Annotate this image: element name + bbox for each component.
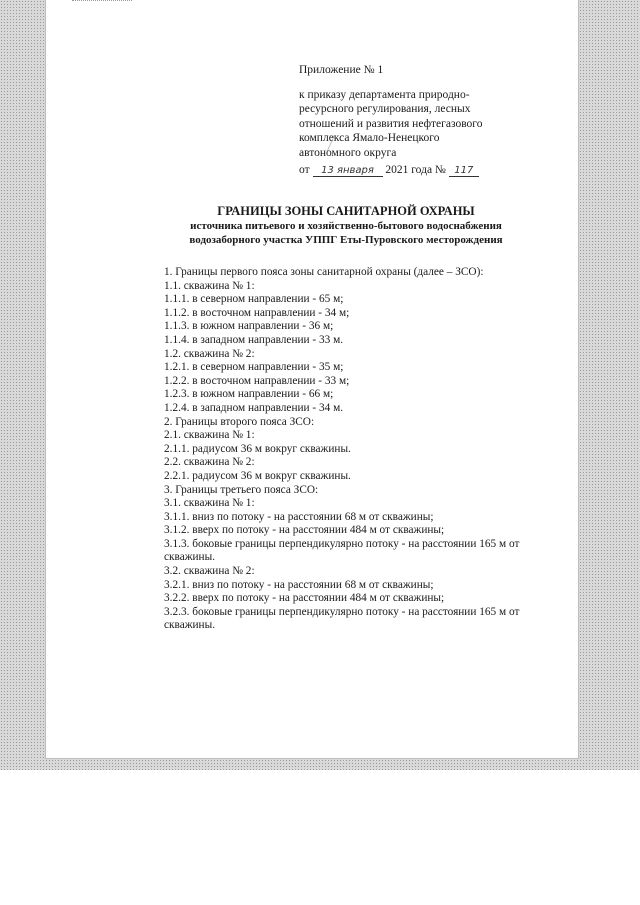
- body-line: 1.1.1. в северном направлении - 65 м;: [164, 293, 344, 306]
- body-line: 3.1.1. вниз по потоку - на расстоянии 68 м от скважины;: [164, 510, 434, 523]
- body-line: 2.1. скважина № 1:: [164, 429, 255, 442]
- document-body: [164, 266, 554, 633]
- order-line: автономного округа: [299, 146, 397, 159]
- order-date-row: [299, 163, 549, 178]
- body-line: 3.2.1. вниз по потоку - на расстоянии 68 м от скважины;: [164, 578, 434, 591]
- order-line: комплекса Ямало-Ненецкого: [299, 132, 440, 144]
- body-line: 1.1.3. в южном направлении - 36 м;: [164, 320, 334, 333]
- body-line: 3. Границы третьего пояса ЗСО:: [164, 483, 319, 496]
- order-line: отношений и развития нефтегазового: [299, 117, 483, 130]
- body-line: 3.1.3. боковые границы перпендикулярно потоку - на расстоянии 165 м от: [164, 537, 520, 550]
- body-line: скважины.: [164, 619, 216, 632]
- year-text: 2021 года №: [385, 164, 446, 176]
- body-line: 3.2. скважина № 2:: [164, 565, 255, 578]
- handwritten-order-number: 117: [449, 165, 479, 177]
- appendix-number: Приложение № 1: [299, 64, 384, 76]
- body-line: 2.2. скважина № 2:: [164, 456, 255, 469]
- body-line: 1.2.1. в северном направлении - 35 м;: [164, 361, 344, 374]
- body-line: 1.1.2. в восточном направлении - 34 м;: [164, 306, 350, 319]
- body-line: 1.1.4. в западном направлении - 33 м.: [164, 333, 344, 346]
- scan-edge-mark: [72, 0, 132, 5]
- body-line: 1.2.3. в южном направлении - 66 м;: [164, 388, 334, 401]
- body-line: 1. Границы первого пояса зоны санитарной охраны (далее – ЗСО):: [164, 266, 484, 278]
- handwritten-date: 13 января: [313, 165, 383, 177]
- body-line: 1.1. скважина № 1:: [164, 279, 255, 292]
- body-line: 2. Границы второго пояса ЗСО:: [164, 415, 315, 428]
- order-line: ресурсного регулирования, лесных: [299, 103, 471, 115]
- title-main: ГРАНИЦЫ ЗОНЫ САНИТАРНОЙ ОХРАНЫ: [217, 204, 475, 218]
- body-line: 2.1.1. радиусом 36 м вокруг скважины.: [164, 442, 351, 455]
- order-line: к приказу департамента природно-: [299, 88, 470, 101]
- body-line: 1.2.4. в западном направлении - 34 м.: [164, 401, 344, 414]
- appendix-header: [299, 63, 549, 178]
- body-line: 2.2.1. радиусом 36 м вокруг скважины.: [164, 469, 351, 482]
- document-title: [160, 203, 532, 247]
- title-subtitle-line: водозаборного участка УППГ Еты-Пуровского месторождения: [189, 234, 503, 246]
- body-line: 3.1.2. вверх по потоку - на расстоянии 484 м от скважины;: [164, 524, 445, 537]
- body-line: 1.2. скважина № 2:: [164, 347, 255, 360]
- body-line: 1.2.2. в восточном направлении - 33 м;: [164, 374, 350, 387]
- body-line: 3.2.2. вверх по потоку - на расстоянии 484 м от скважины;: [164, 592, 445, 605]
- date-prefix: от: [299, 164, 310, 176]
- body-line: 3.2.3. боковые границы перпендикулярно потоку - на расстоянии 165 м от: [164, 605, 520, 618]
- body-line: 3.1. скважина № 1:: [164, 497, 255, 510]
- title-subtitle-line: источника питьевого и хозяйственно-бытового водоснабжения: [190, 220, 502, 232]
- body-line: скважины.: [164, 551, 216, 564]
